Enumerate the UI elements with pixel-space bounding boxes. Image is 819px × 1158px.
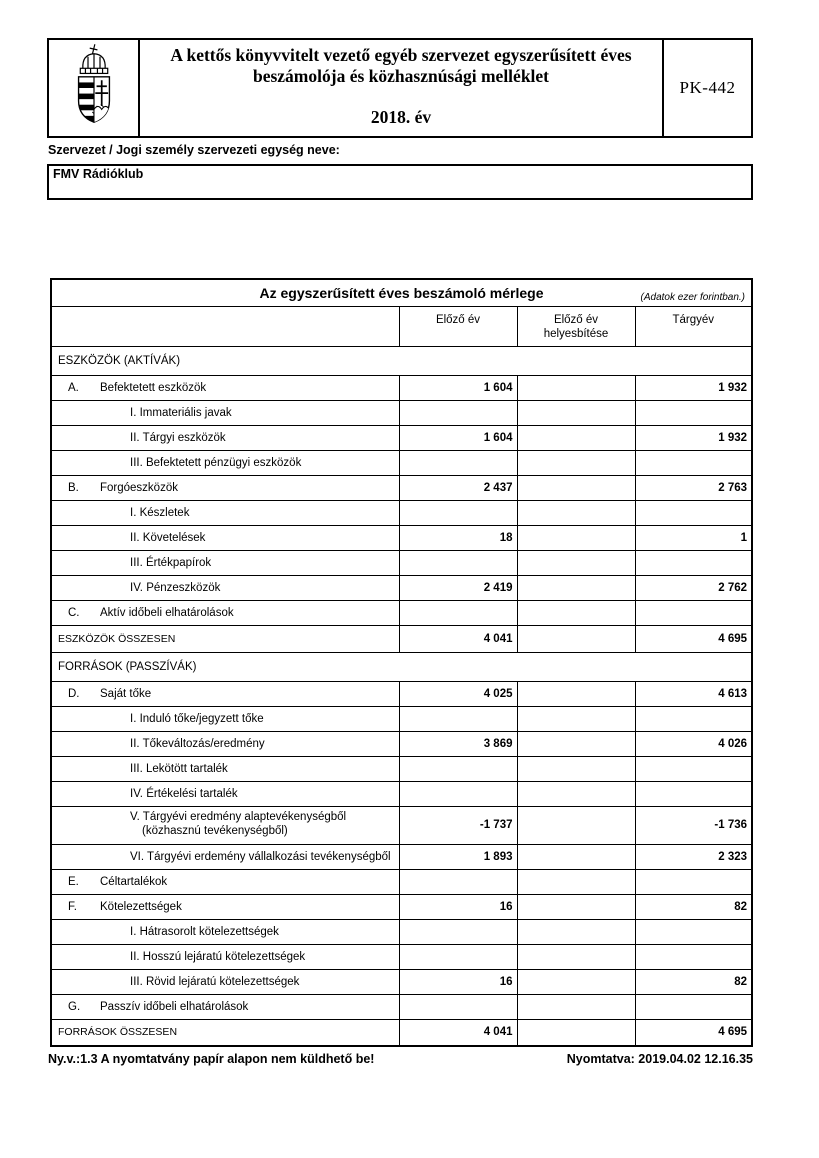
- value-previous-year: [399, 550, 517, 575]
- row-label-text: II. Tőkeváltozás/eredmény: [130, 737, 265, 750]
- row-label-text: I. Készletek: [130, 506, 190, 519]
- table-row: [51, 681, 752, 706]
- value-previous-year-correction: [517, 806, 635, 844]
- value-current-year: 1 932: [635, 425, 752, 450]
- value-current-year: [635, 756, 752, 781]
- footer-version-note: Ny.v.:1.3 A nyomtatvány papír alapon nem küldhető be!: [48, 1052, 375, 1066]
- value-current-year: [635, 550, 752, 575]
- row-label-text: III. Rövid lejáratú kötelezettségek: [130, 975, 300, 988]
- value-current-year: 1 932: [635, 375, 752, 400]
- title-cell: [140, 40, 664, 136]
- row-label-text: III. Értékpapírok: [130, 556, 212, 569]
- row-label-text: II. Követelések: [130, 531, 206, 544]
- value-current-year: [635, 706, 752, 731]
- value-previous-year-correction: [517, 706, 635, 731]
- table-row: [51, 450, 752, 475]
- table-row: [51, 944, 752, 969]
- value-current-year: 4 695: [635, 1019, 752, 1046]
- row-label-header: [51, 306, 399, 346]
- value-previous-year: 1 604: [399, 425, 517, 450]
- value-previous-year: 2 419: [399, 575, 517, 600]
- organization-name-field: [47, 164, 753, 200]
- value-previous-year: [399, 706, 517, 731]
- table-row: [51, 550, 752, 575]
- row-label-text: ESZKÖZÖK ÖSSZESEN: [58, 632, 176, 645]
- value-previous-year-correction: [517, 600, 635, 625]
- value-previous-year: [399, 450, 517, 475]
- value-previous-year: [399, 944, 517, 969]
- value-current-year: [635, 500, 752, 525]
- value-previous-year-correction: [517, 550, 635, 575]
- footer-print-timestamp: Nyomtatva: 2019.04.02 12.16.35: [566, 1052, 753, 1066]
- value-current-year: 2 763: [635, 475, 752, 500]
- table-row: [51, 806, 752, 844]
- value-previous-year-correction: [517, 969, 635, 994]
- col-header-previous-year-correction: Előző év helyesbítése: [517, 306, 635, 346]
- table-row: [51, 731, 752, 756]
- table-row: [51, 600, 752, 625]
- table-row: [51, 1019, 752, 1046]
- value-current-year: [635, 450, 752, 475]
- value-current-year: 82: [635, 969, 752, 994]
- row-label: [51, 894, 399, 919]
- value-previous-year: [399, 500, 517, 525]
- row-label: [51, 756, 399, 781]
- row-label: [51, 550, 399, 575]
- row-label: [51, 731, 399, 756]
- col-header-previous-year: Előző év: [399, 306, 517, 346]
- row-label-text: II. Hosszú lejáratú kötelezettségek: [130, 950, 306, 963]
- value-current-year: 4 695: [635, 625, 752, 652]
- table-row: [51, 500, 752, 525]
- table-title-row: [51, 279, 752, 306]
- table-row: [51, 894, 752, 919]
- value-previous-year: -1 737: [399, 806, 517, 844]
- table-header-row: [51, 306, 752, 346]
- section-header: ESZKÖZÖK (AKTÍVÁK): [51, 346, 752, 375]
- value-current-year: [635, 400, 752, 425]
- table-row: [51, 625, 752, 652]
- value-previous-year-correction: [517, 781, 635, 806]
- value-previous-year: 2 437: [399, 475, 517, 500]
- value-previous-year: [399, 400, 517, 425]
- value-previous-year-correction: [517, 1019, 635, 1046]
- form-code: PK-442: [679, 78, 736, 97]
- row-label-text: IV. Pénzeszközök: [130, 581, 221, 594]
- value-previous-year-correction: [517, 625, 635, 652]
- value-previous-year: [399, 869, 517, 894]
- section-header: FORRÁSOK (PASSZÍVÁK): [51, 652, 752, 681]
- row-label-text: IV. Értékelési tartalék: [130, 787, 238, 800]
- row-label: [51, 844, 399, 869]
- row-label: [51, 869, 399, 894]
- table-title: Az egyszerűsített éves beszámoló mérlege: [259, 284, 544, 301]
- row-label-text: Forgóeszközök: [100, 481, 178, 494]
- value-previous-year: 3 869: [399, 731, 517, 756]
- row-label-text: Saját tőke: [100, 687, 152, 700]
- value-previous-year: 4 025: [399, 681, 517, 706]
- table-row: [51, 869, 752, 894]
- row-label-text: Céltartalékok: [100, 875, 168, 888]
- table-row: [51, 781, 752, 806]
- value-previous-year-correction: [517, 575, 635, 600]
- table-row: [51, 919, 752, 944]
- value-previous-year-correction: [517, 475, 635, 500]
- table-row: [51, 844, 752, 869]
- value-previous-year-correction: [517, 919, 635, 944]
- table-row: [51, 756, 752, 781]
- value-previous-year: [399, 600, 517, 625]
- row-label: [51, 944, 399, 969]
- value-previous-year: 16: [399, 894, 517, 919]
- organization-name-label: Szervezet / Jogi személy szervezeti egység neve:: [48, 143, 340, 157]
- value-previous-year: 1 604: [399, 375, 517, 400]
- value-previous-year-correction: [517, 425, 635, 450]
- row-label-text: Kötelezettségek: [100, 900, 182, 913]
- row-label: [51, 600, 399, 625]
- value-current-year: [635, 944, 752, 969]
- row-label: [51, 781, 399, 806]
- value-previous-year-correction: [517, 756, 635, 781]
- balance-sheet-table: [50, 278, 753, 1047]
- col-header-current-year: Tárgyév: [635, 306, 752, 346]
- value-current-year: [635, 781, 752, 806]
- value-previous-year-correction: [517, 731, 635, 756]
- row-letter: C.: [68, 606, 80, 619]
- value-current-year: [635, 869, 752, 894]
- table-row: [51, 994, 752, 1019]
- row-label: [51, 625, 399, 652]
- value-previous-year-correction: [517, 681, 635, 706]
- row-label: [51, 806, 399, 844]
- value-current-year: 82: [635, 894, 752, 919]
- value-current-year: [635, 600, 752, 625]
- row-label: [51, 994, 399, 1019]
- row-label-text: II. Tárgyi eszközök: [130, 431, 226, 444]
- table-row: [51, 652, 752, 681]
- value-previous-year: [399, 919, 517, 944]
- row-label: [51, 400, 399, 425]
- value-previous-year-correction: [517, 844, 635, 869]
- value-previous-year-correction: [517, 500, 635, 525]
- value-current-year: 2 323: [635, 844, 752, 869]
- table-row: [51, 375, 752, 400]
- value-previous-year-correction: [517, 375, 635, 400]
- value-previous-year: [399, 994, 517, 1019]
- value-previous-year: 16: [399, 969, 517, 994]
- row-letter: D.: [68, 687, 80, 700]
- value-current-year: 1: [635, 525, 752, 550]
- row-label: [51, 425, 399, 450]
- value-previous-year: [399, 781, 517, 806]
- row-label: [51, 969, 399, 994]
- value-previous-year: 1 893: [399, 844, 517, 869]
- row-label: [51, 681, 399, 706]
- table-row: [51, 706, 752, 731]
- table-row: [51, 969, 752, 994]
- row-label: [51, 475, 399, 500]
- row-label: [51, 525, 399, 550]
- row-label-text: VI. Tárgyévi erdemény vállalkozási tevékenységből: [130, 850, 391, 863]
- row-label: [51, 450, 399, 475]
- form-header: [47, 38, 753, 138]
- table-row: [51, 425, 752, 450]
- row-label: [51, 706, 399, 731]
- row-label-text: I. Induló tőke/jegyzett tőke: [130, 712, 264, 725]
- row-letter: E.: [68, 875, 79, 888]
- row-label-text: V. Tárgyévi eredmény alaptevékenységből: [130, 811, 347, 824]
- row-label-text: I. Immateriális javak: [130, 406, 232, 419]
- value-previous-year: 4 041: [399, 1019, 517, 1046]
- row-letter: G.: [68, 1000, 81, 1013]
- table-row: [51, 346, 752, 375]
- row-label-text: III. Befektetett pénzügyi eszközök: [130, 456, 302, 469]
- value-current-year: -1 736: [635, 806, 752, 844]
- row-label-text: FORRÁSOK ÖSSZESEN: [58, 1026, 178, 1039]
- report-year: 2018. év: [370, 107, 432, 127]
- row-label: [51, 500, 399, 525]
- table-row: [51, 400, 752, 425]
- value-previous-year-correction: [517, 944, 635, 969]
- hungarian-coat-of-arms-icon: [64, 42, 124, 134]
- organization-name-value: FMV Rádióklub: [53, 167, 144, 181]
- value-current-year: 4 613: [635, 681, 752, 706]
- row-label-text-line2: (közhasznú tevékenységből): [142, 825, 288, 837]
- value-previous-year-correction: [517, 994, 635, 1019]
- row-label-text: Aktív időbeli elhatárolások: [100, 606, 234, 619]
- row-label: [51, 1019, 399, 1046]
- row-label: [51, 919, 399, 944]
- table-row: [51, 575, 752, 600]
- logo-cell: [49, 40, 140, 136]
- table-row: [51, 525, 752, 550]
- value-previous-year-correction: [517, 450, 635, 475]
- value-previous-year: 18: [399, 525, 517, 550]
- row-label-text: Passzív időbeli elhatárolások: [100, 1000, 249, 1013]
- row-label: [51, 575, 399, 600]
- form-title: A kettős könyvvitelt vezető egyéb szervezet egyszerűsített éves beszámolója és közhasznúsági melléklet: [170, 45, 632, 86]
- value-current-year: [635, 919, 752, 944]
- value-current-year: [635, 994, 752, 1019]
- row-label: [51, 375, 399, 400]
- row-letter: B.: [68, 481, 79, 494]
- value-previous-year-correction: [517, 400, 635, 425]
- value-previous-year: 4 041: [399, 625, 517, 652]
- value-current-year: 2 762: [635, 575, 752, 600]
- value-current-year: 4 026: [635, 731, 752, 756]
- value-previous-year-correction: [517, 525, 635, 550]
- value-previous-year: [399, 756, 517, 781]
- value-previous-year-correction: [517, 894, 635, 919]
- row-label-text: Befektetett eszközök: [100, 381, 207, 394]
- row-letter: F.: [68, 900, 77, 913]
- row-label-text: I. Hátrasorolt kötelezettségek: [130, 925, 279, 938]
- table-row: [51, 475, 752, 500]
- row-letter: A.: [68, 381, 79, 394]
- value-previous-year-correction: [517, 869, 635, 894]
- units-note: (Adatok ezer forintban.): [640, 291, 746, 303]
- row-label-text: III. Lekötött tartalék: [130, 762, 228, 775]
